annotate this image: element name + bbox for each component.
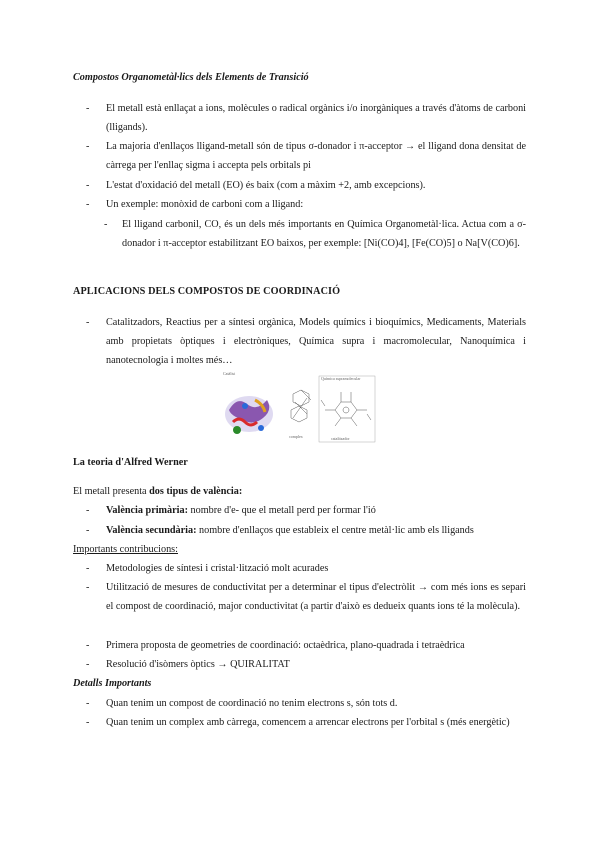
protein-icon (225, 396, 273, 434)
list-item: - El metall està enllaçat a ions, molècules o radical orgànics i/o inorgàniques a través d'àtoms de carboni (lligands). (86, 103, 526, 133)
list-item: - La majoria d'enllaços lligand-metall són de tipus σ-donador i π-acceptor → el lligand dona densitat de càrrega per l'enllaç sigma i accepta pels orbitals pi (86, 141, 526, 171)
sub-list-item: - El lligand carbonil, CO, és un dels més importants en Química Organometàl·lica. Actua com a σ-donador i π-acceptor estabilitzant EO baixos, per exemple: [Ni(CO)4], [Fe(CO)5] o Na[V(CO)6]. (104, 219, 526, 249)
figure-label: Catàlisi (223, 371, 236, 376)
contribution-item: - Utilització de mesures de conductivitat per a determinar el tipus d'electròlit → com més ions es separi el compost de coordinació, major conductivitat (a partir d'això es dedueix quants ions té la molècula). (86, 582, 526, 612)
figure-label: complex (289, 434, 303, 439)
werner-intro: El metall presenta dos tipus de valència: (73, 486, 243, 497)
section-title-applications: APLICACIONS DELS COMPOSTOS DE COORDINACIÓ (73, 286, 341, 297)
details-title: Detalls Importants (73, 678, 152, 689)
figure-label: Química supramolecular (321, 376, 361, 381)
application-figures (215, 370, 385, 448)
contributions-title: Importants contribucions: (73, 544, 178, 555)
detail-item: - Quan tenim un complex amb càrrega, comencem a arrencar electrons per l'orbital s (més energètic) (86, 717, 510, 728)
cage-molecule-icon (291, 390, 311, 422)
supramolecular-icon (321, 392, 371, 426)
figure-label: catalitzador (331, 436, 350, 441)
section-title-organometallics: Compostos Organometàl·lics dels Elements de Transició (73, 72, 309, 83)
document-page: Compostos Organometàl·lics dels Elements de Transició - El metall està enllaçat a ions, molècules o radical orgànics i/o inorgàniques a través d'àtoms de carboni (lligands). - La majoria d'enllaços lligand-metall són de tipus σ-donador i π-acceptor → el lligand dona densitat de càrrega per l'enllaç sigma i accepta pels orbitals pi - L'estat d'oxidació del metall (EO) és baix (com a màxim +2, amb excepcions). - Un exemple: monòxid de carboni com a lligand: - El lligand carbonil, CO, és un dels més importants en Química Organometàl·lica. Actua com a σ-donador i π-acceptor estabilitzant EO baixos, per exemple: [Ni(CO)4], [Fe(CO)5] o Na[V(CO)6]. APLICACIONS DELS COMPOSTOS DE COORDINACIÓ - Catalitzadors, Reactius per a síntesi orgànica, Models químics i bioquímics, Medicaments, Materials amb propietats òptiques i electròniques, Química supra i macromolecular, Nanoquímica i nanotecnologia i moltes més… Catàlisi Química supramolecular complex catalitzador La teoria d'Alfred Werner El metall presenta dos tipus de valència: - València primària: nombre d'e- que el metall perd per formar l'ió - València secundària: nombre d'enllaços que estableix el centre metàl·lic amb els lligands Importants contribucions: - Metodologies de síntesi i cristal·lització molt acurades - Utilització de mesures de conductivitat per a determinar el tipus d'electròlit → com més ions es separi el compost de coordinació, major conductivitat (a partir d'això es dedueix quants ions té la molècula). - Primera proposta de geometries de coordinació: octaèdrica, plano-quadrada i tetraèdrica - Resolució d'isòmers òptics → QUIRALITAT Detalls Importants - Quan tenim un compost de coordinació no tenim electrons s, són tots d. - Quan tenim un complex amb càrrega, comencem a arrencar electrons per l'orbital s (més energètic) (0, 0, 600, 848)
list-item: - Catalitzadors, Reactius per a síntesi orgànica, Models químics i bioquímics, Medicaments, Materials amb propietats òptiques i electròniques, Química supra i macromolecular, Nanoquímica i nanotecnologia i moltes més… (86, 317, 526, 366)
section-title-werner: La teoria d'Alfred Werner (73, 457, 188, 468)
